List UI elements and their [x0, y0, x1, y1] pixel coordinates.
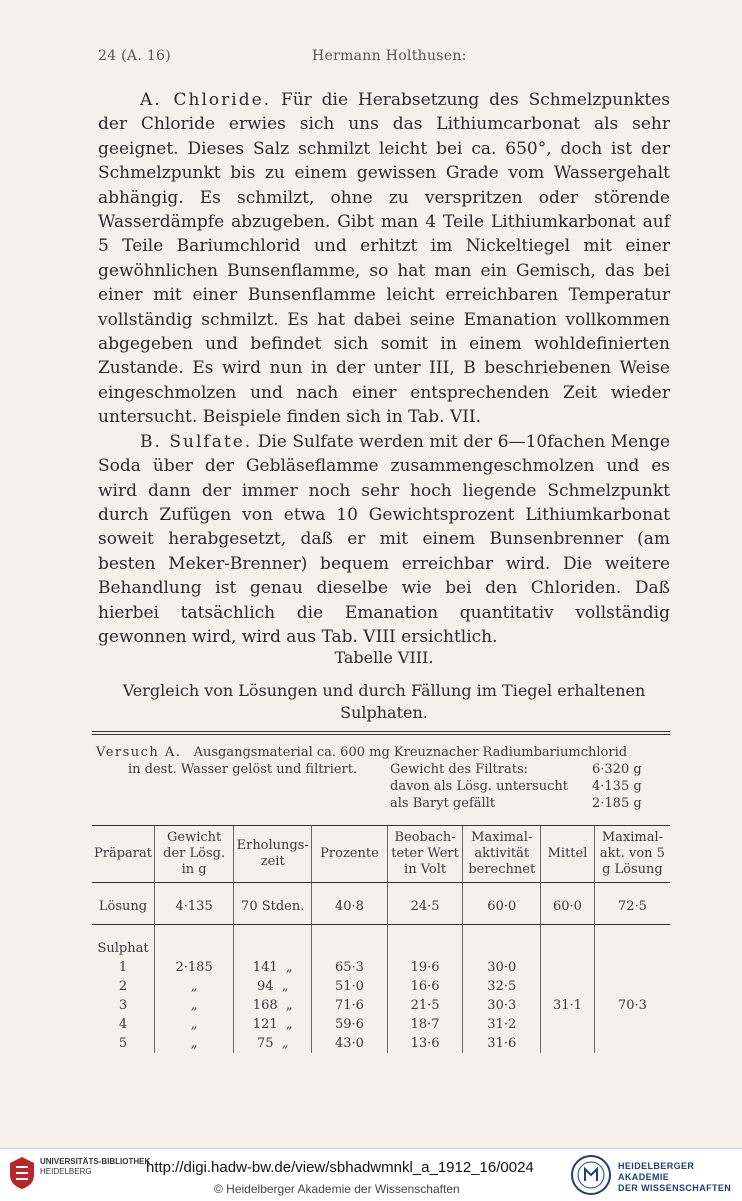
info-line-1	[92, 744, 670, 761]
experiment-label: Versuch A.	[96, 745, 182, 760]
ditto-mark: „	[285, 960, 293, 975]
cell-gewicht: 2·185	[154, 958, 233, 977]
col-header-beobachtet: Beobach-teter Wert in Volt	[387, 826, 463, 883]
erholung-value: 141	[252, 960, 278, 975]
cell-nr: 5	[118, 1036, 128, 1051]
cell-beobachtet: 13·6	[387, 1034, 463, 1053]
data-table	[92, 826, 670, 1053]
ditto-mark: „	[281, 979, 289, 994]
academy-name	[618, 1161, 742, 1194]
cell-erholung	[234, 996, 312, 1015]
running-head-author: Hermann Holthusen:	[312, 48, 467, 64]
cell-beobachtet: 21·5	[387, 996, 463, 1015]
cell-maximal: 32·5	[463, 977, 541, 996]
cell-nr: 4	[118, 1017, 128, 1032]
cell-beobachtet: 18·7	[387, 1015, 463, 1034]
cell-prozente: 40·8	[312, 897, 388, 916]
university-library-logo-icon	[8, 1155, 36, 1191]
cell-erholung: 70 Stden.	[234, 897, 312, 916]
cell-gewicht: „	[154, 1034, 233, 1053]
cell-prozente: 59·6	[312, 1015, 388, 1034]
precipitate-portion-value: 2·185 g	[592, 796, 642, 811]
cell-beobachtet: 16·6	[387, 977, 463, 996]
viewer-footer	[0, 1148, 742, 1201]
cell-gewicht: „	[154, 1015, 233, 1034]
cell-nr: 3	[118, 998, 128, 1013]
col-header-erholung: Erholungs-zeit	[234, 826, 312, 883]
table-caption: Vergleich von Lösungen und durch Fällung im Tiegel erhaltenen Sulphaten.	[122, 681, 646, 722]
academy-name-line-2: DER WISSENSCHAFTEN	[618, 1183, 732, 1193]
table-gap	[92, 883, 670, 898]
info-line-2	[92, 761, 670, 778]
col-header-prozente: Prozente	[312, 826, 388, 883]
cell-maximal: 30·3	[463, 996, 541, 1015]
ditto-mark: „	[285, 1017, 293, 1032]
erholung-value: 75	[256, 1036, 274, 1051]
col-header-maximal-akt: Maximal-akt. von 5 g Lösung	[594, 826, 670, 883]
paragraph-chloride	[98, 88, 670, 430]
cell-maximal: 31·6	[463, 1034, 541, 1053]
solution-portion-value: 4·135 g	[592, 779, 642, 794]
ditto-mark: „	[285, 998, 293, 1013]
table-header-row	[92, 826, 670, 883]
library-name	[40, 1157, 150, 1177]
cell-gewicht: 4·135	[154, 897, 233, 916]
paragraph-b-text: Die Sulfate werden mit der 6—10fachen Menge Soda über der Gebläseflamme zusammengeschmolzen und es wird dann der immer noch sehr hoch liegende Schmelzpunkt durch Zufügen von etwa 10 Gewichtsprozent Lithiumkarbonat soweit herabgesetzt, daß er mit einem Bunsenbrenner (am besten Meker-Brenner) bequem erreichbar wird. Die weitere Behandlung ist genau dieselbe wie bei den Chloriden. Daß hierbei tatsächlich die Emanation quantitativ vollständig gewonnen wird, wird aus Tab. VIII ersichtlich.	[98, 431, 671, 647]
section-label-b: B. Sulfate.	[140, 431, 253, 452]
cell-prozente: 51·0	[312, 977, 388, 996]
precipitate-portion-label: als Baryt gefällt	[390, 796, 496, 811]
academy-seal-icon	[570, 1154, 612, 1196]
body-text	[98, 88, 670, 649]
cell-erholung	[234, 977, 312, 996]
table-row-loesung	[92, 897, 670, 916]
solution-portion-label: davon als Lösg. untersucht	[390, 779, 568, 794]
cell-erholung	[234, 958, 312, 977]
section-label-a: A. Chloride.	[140, 90, 272, 110]
cell-maximal: 31·2	[463, 1015, 541, 1034]
paragraph-a-text: Für die Herabsetzung des Schmelzpunktes der Chloride erwies sich uns das Lithiumcarbonat als sehr geeignet. Dieses Salz schmilzt leicht bei ca. 650°, doch ist der Schmelzpunkt bis zu einem gewissen Grade vom Wassergehalt abhängig. Es schmilzt, ohne zu verspritzen oder störende Wasserdämpfe abzugeben. Gibt man 4 Teile Lithiumkarbonat auf 5 Teile Bariumchlorid und erhitzt im Nickeltiegel mit einer gewöhnlichen Bunsenflamme, so hat man ein Gemisch, das bei einer mit einer Bunsenflamme leicht erreichbaren Temperatur vollständig schmilzt. Es hat dabei seine Emanation vollkommen abgegeben und befindet sich somit in einem wohldefinierten Zustande. Es wird nun in der unter III, B beschriebenen Weise eingeschmolzen und nach einer entsprechenden Zeit wieder untersucht. Beispiele finden sich in Tab. VII.	[98, 90, 671, 428]
table-title: Tabelle VIII.	[334, 648, 434, 667]
cell-maximal: 30·0	[463, 958, 541, 977]
cell-prozente: 65·3	[312, 958, 388, 977]
dissolution-note: in dest. Wasser gelöst und filtriert.	[128, 762, 358, 777]
table-gap	[92, 925, 670, 940]
cell-nr: 2	[118, 979, 128, 994]
table-row-sulphat-label	[92, 939, 670, 958]
permalink-url[interactable]: http://digi.hadw-bw.de/view/sbhadwmnkl_a_1912_16/0024	[146, 1159, 534, 1176]
filtrate-weight-value: 6·320 g	[592, 762, 642, 777]
experiment-info	[92, 744, 670, 812]
cell-praeparat: Lösung	[98, 899, 148, 914]
cell-sulphat-label: Sulphat	[97, 941, 149, 956]
copyright-notice: © Heidelberger Akademie der Wissenschaften	[214, 1182, 460, 1196]
cell-gewicht: „	[154, 977, 233, 996]
ditto-mark: „	[281, 1036, 289, 1051]
cell-erholung	[234, 1034, 312, 1053]
cell-maximal-akt: 72·5	[594, 897, 670, 916]
cell-beobachtet: 19·6	[387, 958, 463, 977]
cell-gewicht: „	[154, 996, 233, 1015]
col-header-maximal: Maximal-aktivität berechnet	[463, 826, 541, 883]
erholung-value: 94	[256, 979, 274, 994]
col-header-gewicht: Gewicht der Lösg. in g	[154, 826, 233, 883]
table-top-rule-2	[92, 734, 670, 735]
col-header-mittel: Mittel	[541, 826, 595, 883]
cell-prozente: 43·0	[312, 1034, 388, 1053]
page-number: 24 (A. 16)	[98, 48, 172, 64]
cell-beobachtet: 24·5	[387, 897, 463, 916]
cell-nr: 1	[118, 960, 128, 975]
table-top-rule	[92, 731, 670, 732]
library-name-text: UNIVERSITÄTS-BIBLIOTHEK	[40, 1157, 151, 1166]
cell-maximal: 60·0	[463, 897, 541, 916]
paragraph-sulfate	[98, 430, 670, 650]
col-header-praeparat: Präparat	[92, 826, 154, 883]
table-row	[92, 958, 670, 977]
erholung-value: 168	[252, 998, 278, 1013]
cell-erholung	[234, 1015, 312, 1034]
cell-mittel: 60·0	[541, 897, 595, 916]
library-city: HEIDELBERG	[40, 1167, 92, 1176]
erholung-value: 121	[252, 1017, 278, 1032]
table-separator	[92, 916, 670, 925]
filtrate-weight-label: Gewicht des Filtrats:	[390, 762, 528, 777]
info-line-4	[92, 795, 670, 812]
cell-sulphat-mittel: 31·1	[541, 958, 595, 1053]
cell-prozente: 71·6	[312, 996, 388, 1015]
academy-name-line-1: HEIDELBERGER AKADEMIE	[618, 1161, 695, 1182]
cell-sulphat-maximal-akt: 70·3	[594, 958, 670, 1053]
starting-material: Ausgangsmaterial ca. 600 mg Kreuznacher Radiumbariumchlorid	[193, 745, 628, 760]
info-line-3	[92, 778, 670, 795]
